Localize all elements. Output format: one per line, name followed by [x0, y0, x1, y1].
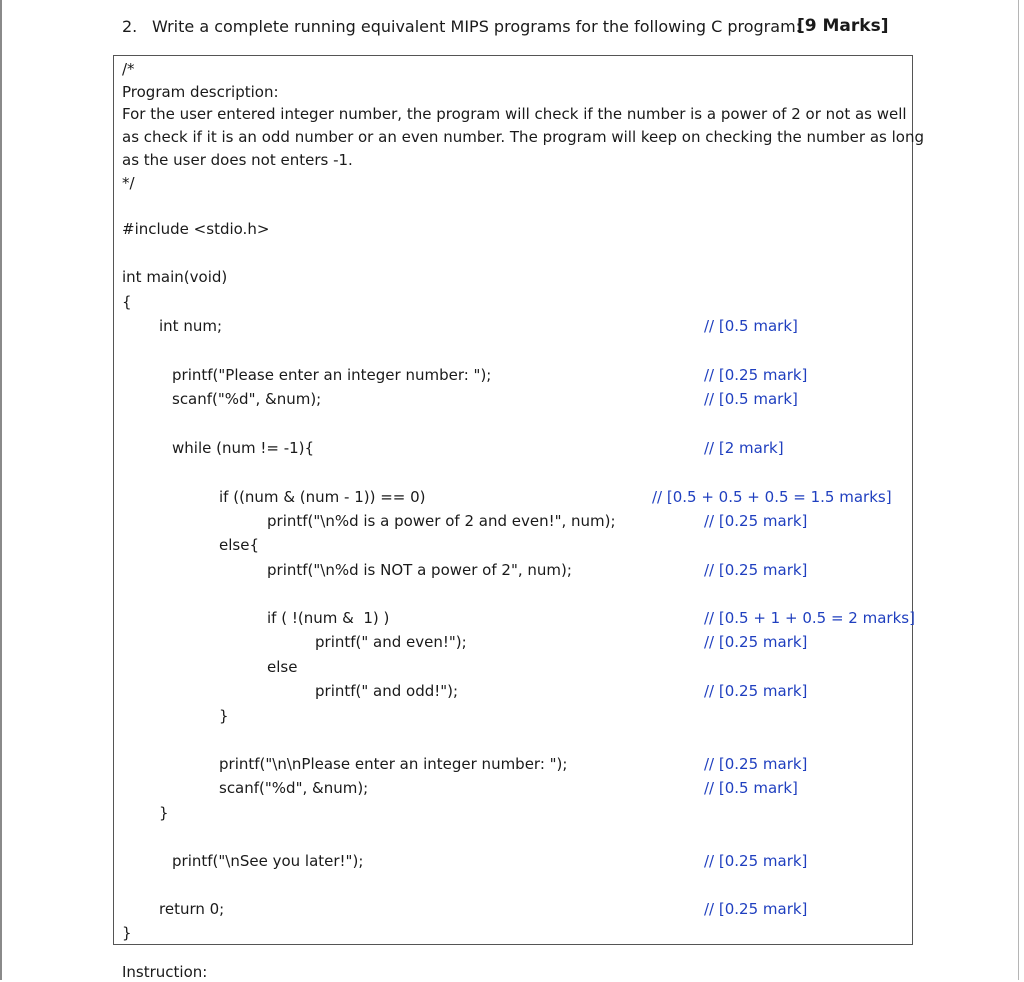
- printf-even-line: printf(" and even!");: [315, 633, 467, 651]
- printf-bye-line: printf("\nSee you later!");: [172, 852, 364, 870]
- return-line: return 0;: [159, 900, 225, 918]
- instruction-label: Instruction:: [122, 963, 208, 981]
- printf-power-even-line: printf("\n%d is a power of 2 and even!", num);: [267, 512, 616, 530]
- decl-mark: // [0.5 mark]: [704, 317, 798, 335]
- description-line-3: as the user does not enters -1.: [122, 151, 353, 169]
- while-mark: // [2 mark]: [704, 439, 784, 457]
- main-open-brace: {: [122, 293, 132, 311]
- scanf-line-2: scanf("%d", &num);: [219, 779, 369, 797]
- scanf-mark-2: // [0.5 mark]: [704, 779, 798, 797]
- return-mark: // [0.25 mark]: [704, 900, 808, 918]
- printf-prompt-again-line: printf("\n\nPlease enter an integer number: ");: [219, 755, 568, 773]
- description-title: Program description:: [122, 83, 279, 101]
- page-left-edge: [0, 0, 2, 980]
- if-power-line: if ((num & (num - 1)) == 0): [219, 488, 426, 506]
- description-line-2: as check if it is an odd number or an even number. The program will keep on checking the number as long: [122, 128, 924, 146]
- printf-bye-mark: // [0.25 mark]: [704, 852, 808, 870]
- main-signature: int main(void): [122, 268, 228, 286]
- question-number: 2.: [122, 17, 138, 36]
- main-close-brace: }: [122, 924, 132, 942]
- printf-prompt-mark: // [0.25 mark]: [704, 366, 808, 384]
- while-line: while (num != -1){: [172, 439, 315, 457]
- printf-even-mark: // [0.25 mark]: [704, 633, 808, 651]
- printf-prompt-line: printf("Please enter an integer number: ");: [172, 366, 492, 384]
- comment-open: /*: [122, 60, 135, 78]
- if-even-mark: // [0.5 + 1 + 0.5 = 2 marks]: [704, 609, 915, 627]
- question-text: Write a complete running equivalent MIPS programs for the following C program:: [152, 17, 802, 36]
- else-open-line: else{: [219, 536, 259, 554]
- include-line: #include <stdio.h>: [122, 220, 270, 238]
- page-right-edge: [1018, 0, 1019, 980]
- if-power-mark: // [0.5 + 0.5 + 0.5 = 1.5 marks]: [652, 488, 892, 506]
- comment-close: */: [122, 174, 135, 192]
- printf-odd-line: printf(" and odd!");: [315, 682, 459, 700]
- scanf-line-1: scanf("%d", &num);: [172, 390, 322, 408]
- printf-not-power-mark: // [0.25 mark]: [704, 561, 808, 579]
- printf-prompt-again-mark: // [0.25 mark]: [704, 755, 808, 773]
- printf-odd-mark: // [0.25 mark]: [704, 682, 808, 700]
- scanf-mark-1: // [0.5 mark]: [704, 390, 798, 408]
- question-marks: [9 Marks]: [797, 16, 889, 36]
- else-line: else: [267, 658, 298, 676]
- if-even-line: if ( !(num & 1) ): [267, 609, 390, 627]
- else-close-brace: }: [219, 707, 229, 725]
- printf-not-power-line: printf("\n%d is NOT a power of 2", num);: [267, 561, 572, 579]
- description-line-1: For the user entered integer number, the program will check if the number is a power of 2 or not as well: [122, 105, 907, 123]
- code-box: [113, 55, 924, 945]
- printf-power-even-mark: // [0.25 mark]: [704, 512, 808, 530]
- decl-line: int num;: [159, 317, 223, 335]
- while-close-brace: }: [159, 804, 169, 822]
